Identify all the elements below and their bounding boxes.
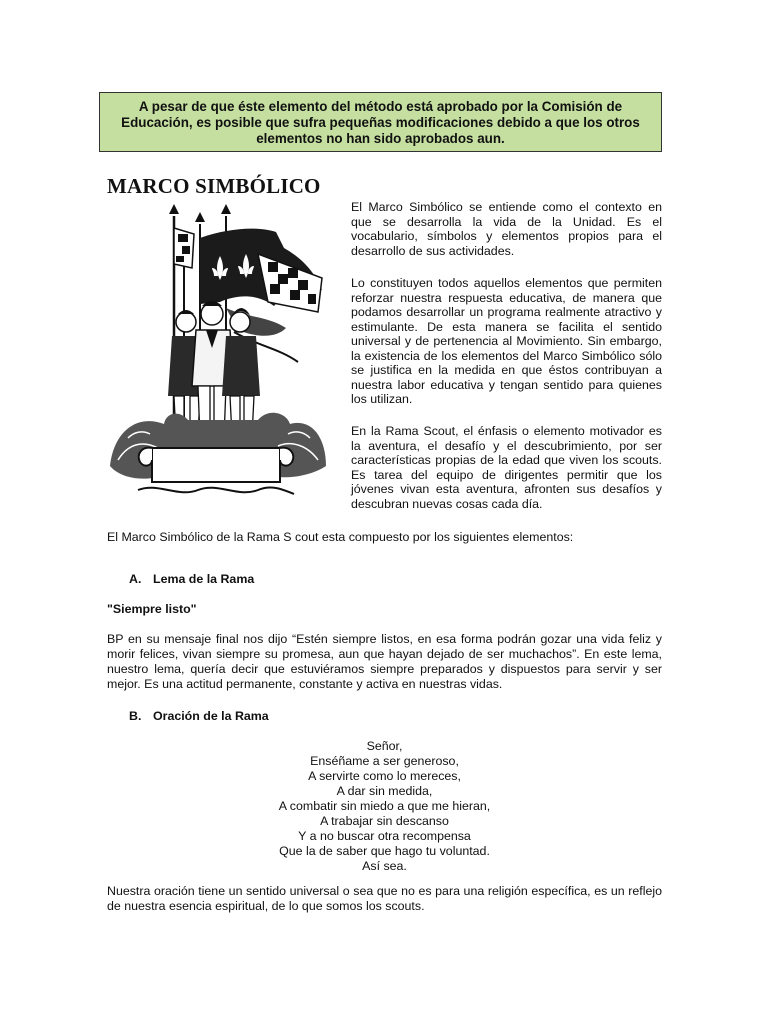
- section-a-letter: A.: [129, 572, 142, 586]
- section-a-heading: [129, 572, 254, 586]
- prayer-line: A dar sin medida,: [336, 784, 433, 798]
- prayer-line: Y a no buscar otra recompensa: [298, 829, 471, 843]
- prayer-line: Enséñame a ser generoso,: [310, 754, 459, 768]
- bp-paragraph: BP en su mensaje final nos dijo “Estén siempre listos, en esa forma podrán gozar una vida feliz y morir felices, vivan siempre su promesa, aun que hayan dejado de ser muchachos”. En este lema, nuestro lema, quería decir que estuviéramos siempre preparados y dispuestos para servir y ser mejor. Es una actitud permanente, constante y activa en nuestras vidas.: [107, 632, 662, 691]
- notice-line-2: Educación, es posible que sufra pequeñas modificaciones debido a que los otros: [121, 115, 640, 130]
- prayer-line: A servirte como lo mereces,: [308, 769, 461, 783]
- motto-text: "Siempre listo": [107, 602, 197, 616]
- closing-paragraph: Nuestra oración tiene un sentido universal o sea que no es para una religión específica, es un reflejo de nuestra esencia espiritual, de lo que somos los scouts.: [107, 884, 662, 913]
- prayer-block: [107, 739, 662, 874]
- prayer-line: Así sea.: [362, 859, 407, 873]
- notice-line-3: elementos no han sido aprobados aun.: [256, 131, 505, 146]
- section-b-letter: B.: [129, 709, 142, 723]
- paragraph-definition: El Marco Simbólico se entiende como el contexto en que se desarrolla la vida de la Unidad. Es el vocabulario, símbolos y elementos propios para el desarrollo de sus actividades.: [351, 200, 662, 258]
- approval-notice-box: [99, 92, 662, 152]
- prayer-line: Que la de saber que hago tu voluntad.: [279, 844, 490, 858]
- section-a-title: Lema de la Rama: [153, 572, 255, 586]
- scouts-flags-illustration: [108, 198, 328, 500]
- paragraph-rama-scout: En la Rama Scout, el énfasis o elemento motivador es la aventura, el desafío y el descubrimiento, por ser características propias de la edad que viven los scouts. Es tarea del equipo de dirigentes permitir que los jóvenes vivan esta aventura, afronten sus desafíos y descubran nuevas cosas cada día.: [351, 424, 662, 511]
- prayer-line: A combatir sin miedo a que me hieran,: [278, 799, 491, 813]
- intro-paragraph: El Marco Simbólico de la Rama S cout esta compuesto por los siguientes elementos:: [107, 530, 574, 544]
- section-b-heading: [129, 709, 269, 723]
- paragraph-elements: Lo constituyen todos aquellos elementos que permiten reforzar nuestra respuesta educativa, de manera que podamos desarrollar un programa realmente atractivo y estimulante. De esta manera se facilita el sentido universal y de pertenencia al Movimiento. Sin embargo, la existencia de los elementos del Marco Simbólico sólo se justifica en la medida en que éstos contribuyan a nuestra labor educativa y tengan sentido para quienes los utilizan.: [351, 276, 662, 406]
- section-b-title: Oración de la Rama: [153, 709, 269, 723]
- prayer-line: A trabajar sin descanso: [320, 814, 449, 828]
- page-title: MARCO SIMBÓLICO: [107, 174, 321, 198]
- prayer-line: Señor,: [366, 739, 403, 753]
- notice-line-1: A pesar de que éste elemento del método está aprobado por la Comisión de: [138, 99, 623, 114]
